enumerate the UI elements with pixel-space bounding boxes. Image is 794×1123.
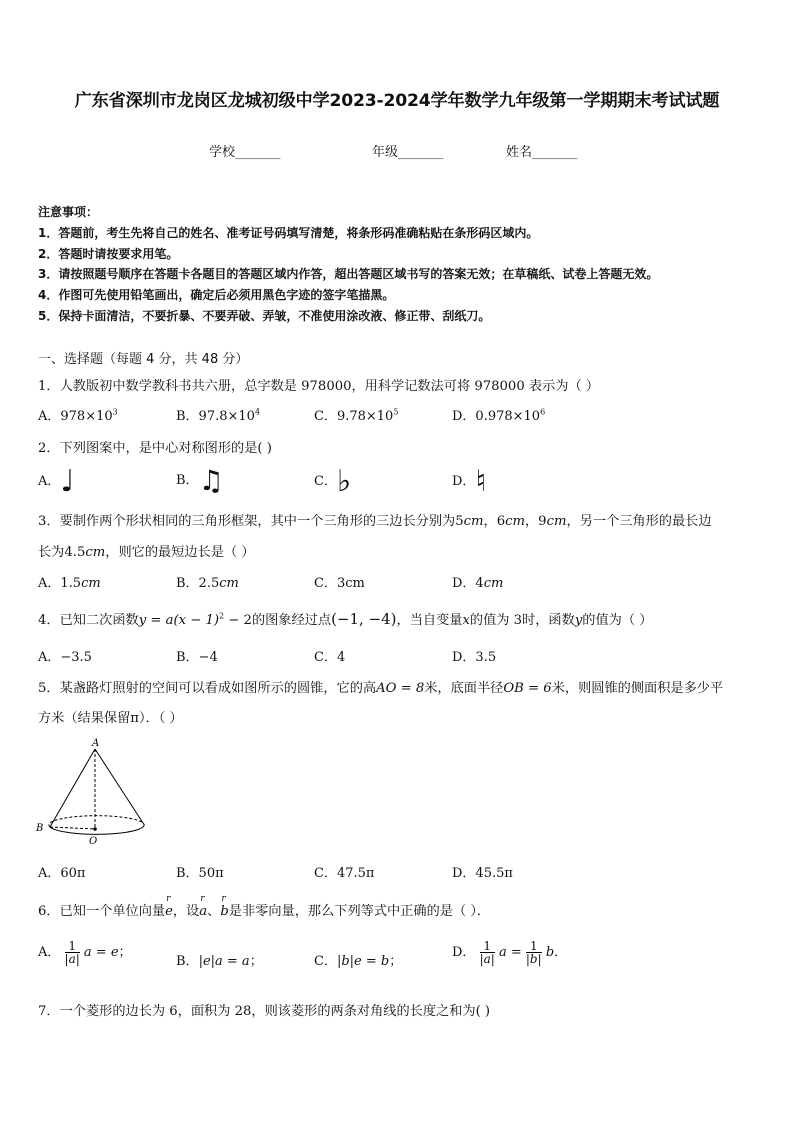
- q5-option-c: C．47.5π: [314, 866, 375, 881]
- school-field: 学校_______: [209, 145, 281, 160]
- beamed-notes-icon: ♫: [198, 464, 224, 497]
- q3-option-c: C．3cm: [314, 576, 365, 591]
- notes-heading: 注意事项：: [38, 205, 99, 219]
- q4-option-c: C．4: [314, 650, 346, 665]
- question-1-text: 1．人教版初中数学教科书共六册，总字数是 978000，用科学记数法可将 978000 表示为（ ）: [38, 379, 600, 394]
- note-item: 4．作图可先使用铅笔画出，确定后必须用黑色字迹的签字笔描黑。: [38, 288, 395, 303]
- question-6-text: 6．已知一个单位向量r e，设r a、r b是非零向量，那么下列等式中正确的是（ ）．: [38, 900, 490, 919]
- cone-base-back: [49, 816, 143, 827]
- question-5-line-2: 方米（结果保留π）．（ ）: [38, 711, 183, 726]
- q1-option-d: D．$0.978\times 10^6$: [452, 407, 546, 424]
- note-item: 5．保持卡面清洁，不要折暴、不要弄破、弄皱，不准使用涂改液、修正带、刮纸刀。: [38, 308, 491, 323]
- q6-option-d: D． $\frac{1}{|a|}$ a = $\frac{1}{|b|}$ b．: [452, 939, 568, 966]
- label-a: A: [92, 738, 100, 749]
- question-4-text: 4．已知二次函数$y = a(x - 1)^2 - 2$的图象经过点(−1, −4)，当自变量x的值为 3时，函数y的值为（ ）: [38, 610, 653, 628]
- q1-option-b: B．$97.8\times 10^4$: [176, 407, 261, 424]
- section-heading: 一、选择题（每题 4 分，共 48 分）: [38, 352, 249, 367]
- notes-section: [38, 202, 658, 327]
- q2-option-b: B．♫: [176, 464, 224, 497]
- q2-option-a: A．♩: [38, 464, 75, 499]
- q5-option-b: B．50π: [176, 866, 224, 881]
- q6-option-c: C．|b|e = b；: [314, 954, 403, 969]
- q3-option-b: B．2.5cm: [176, 576, 239, 591]
- quarter-note-icon: ♩: [60, 464, 75, 499]
- cone-right-edge: [95, 749, 143, 823]
- q4-option-b: B．−4: [176, 650, 218, 665]
- question-3-line-1: 3．要制作两个形状相同的三角形框架，其中一个三角形的三边长分别为5cm，6cm，9cm，另一个三角形的最长边: [38, 514, 712, 529]
- cone-base-front: [50, 823, 144, 834]
- q2-option-c: C．♭: [314, 464, 352, 499]
- page-title: 广东省深圳市龙岗区龙城初级中学2023-2024学年数学九年级第一学期期末考试试题: [74, 91, 720, 111]
- q5-option-a: A．60π: [38, 866, 86, 881]
- q6-option-a: A． $\frac{1}{|a|}$ a = e；: [38, 939, 132, 966]
- note-item: 2．答题时请按要求用笔。: [38, 246, 179, 261]
- question-7-text: 7．一个菱形的边长为 6，面积为 28，则该菱形的两条对角线的长度之和为( ): [38, 1004, 491, 1019]
- note-item: 1．答题前，考生先将自己的姓名、准考证号码填写清楚，将条形码准确粘贴在条形码区域内。: [38, 225, 539, 240]
- question-5-line-1: 5．某盏路灯照射的空间可以看成如图所示的圆锥，它的高AO = 8米，底面半径OB = 6米，则圆锥的侧面积是多少平: [38, 681, 724, 696]
- name-field: 姓名_______: [506, 145, 578, 160]
- note-item: 3．请按照题号顺序在答题卡各题目的答题区域内作答，超出答题区域书写的答案无效；在草稿纸、试卷上答题无效。: [38, 267, 659, 282]
- label-b: B: [36, 823, 44, 834]
- q6-option-b: B．|e|a = a；: [176, 954, 263, 969]
- q4-option-d: D．3.5: [452, 650, 497, 665]
- label-o: O: [89, 836, 98, 847]
- q1-option-a: A．$978\times 10^3$: [38, 407, 118, 424]
- natural-sign-icon: ♮: [475, 464, 487, 499]
- q3-option-a: A．1.5cm: [38, 576, 101, 591]
- cone-diagram: [34, 735, 154, 847]
- grade-field: 年级_______: [372, 145, 444, 160]
- q4-option-a: A．−3.5: [38, 650, 92, 665]
- cone-radius-line: [50, 827, 95, 829]
- flat-sign-icon: ♭: [336, 464, 352, 499]
- cone-left-edge: [50, 749, 95, 827]
- q5-option-d: D．45.5π: [452, 866, 513, 881]
- question-2-text: 2．下列图案中，是中心对称图形的是( ): [38, 441, 272, 456]
- q1-option-c: C．$9.78\times 10^5$: [314, 407, 399, 424]
- q3-option-d: D．4cm: [452, 576, 504, 591]
- cone-center-point: [93, 827, 97, 831]
- q2-option-d: D．♮: [452, 464, 487, 499]
- question-3-line-2: 长为4.5cm，则它的最短边长是（ ）: [38, 545, 255, 560]
